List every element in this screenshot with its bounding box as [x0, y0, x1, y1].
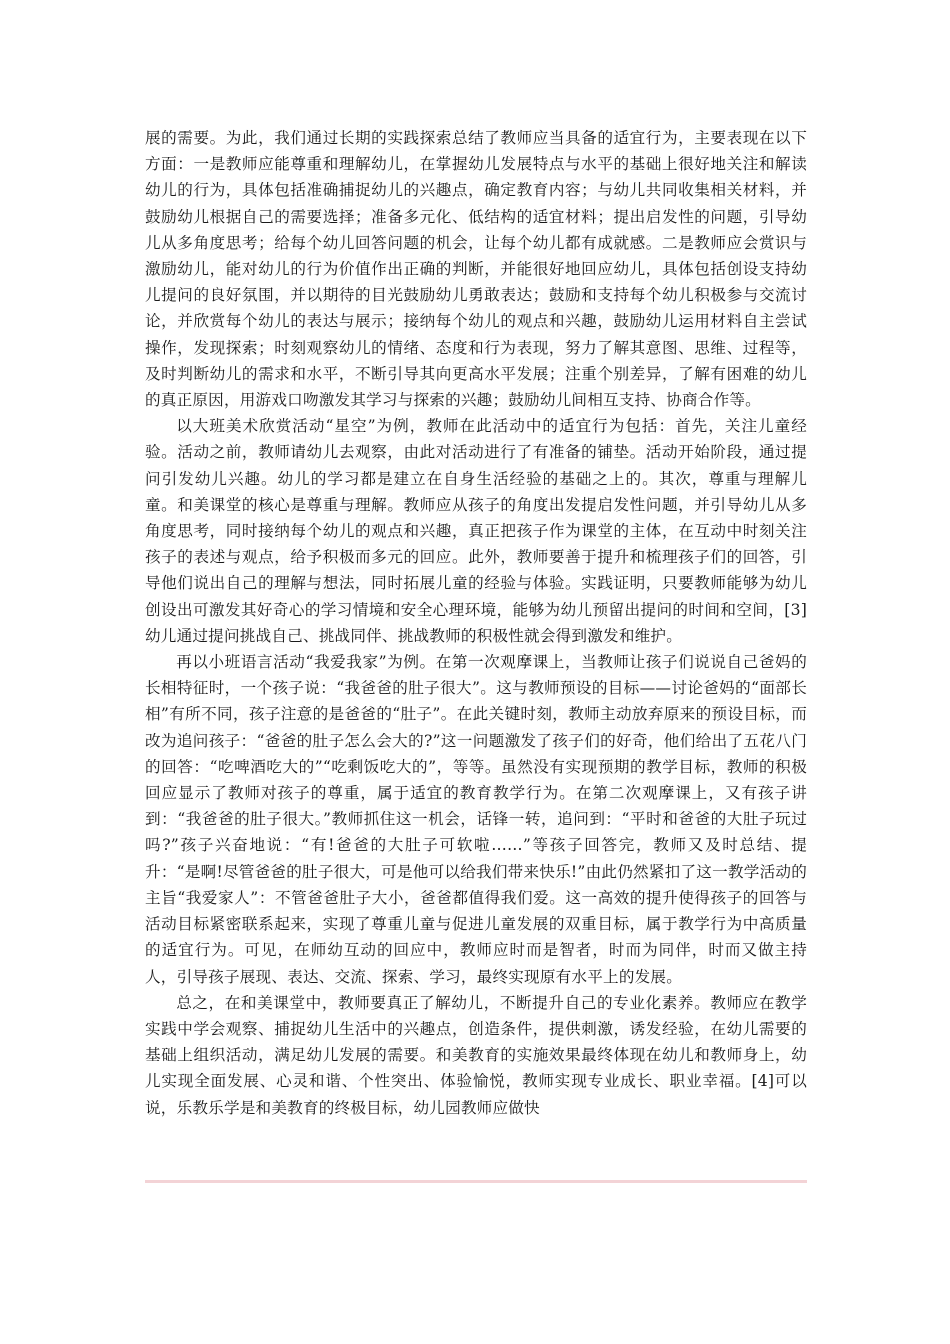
- paragraph-4: 总之，在和美课堂中，教师要真正了解幼儿，不断提升自己的专业化素养。教师应在教学实践中学会观察、捕捉幼儿生活中的兴趣点，创造条件，提供刺激，诱发经验，在幼儿需要的基础上组织活动，满足幼儿发展的需要。和美教育的实施效果最终体现在幼儿和教师身上，幼儿实现全面发展、心灵和谐、个性突出、体验愉悦，教师实现专业成长、职业幸福。[4]可以说，乐教乐学是和美教育的终极目标，幼儿园教师应做快: [145, 993, 807, 1117]
- footer-divider: [145, 1180, 807, 1183]
- paragraph-1: 展的需要。为此，我们通过长期的实践探索总结了教师应当具备的适宜行为，主要表现在以下方面：一是教师应能尊重和理解幼儿，在掌握幼儿发展特点与水平的基础上很好地关注和解读幼儿的行为，具体包括准确捕捉幼儿的兴趣点，确定教育内容；与幼儿共同收集相关材料，并鼓励幼儿根据自己的需要选择；准备多元化、低结构的适宜材料；提出启发性的问题，引导幼儿从多角度思考；给每个幼儿回答问题的机会，让每个幼儿都有成就感。二是教师应会赏识与激励幼儿，能对幼儿的行为价值作出正确的判断，并能很好地回应幼儿，具体包括创设支持幼儿提问的良好氛围，并以期待的目光鼓励幼儿勇敢表达；鼓励和支持每个幼儿积极参与交流讨论，并欣赏每个幼儿的表达与展示；接纳每个幼儿的观点和兴趣，鼓励幼儿运用材料自主尝试操作，发现探索；时刻观察幼儿的情绪、态度和行为表现，努力了解其意图、思维、过程等，及时判断幼儿的需求和水平，不断引导其向更高水平发展；注重个别差异，了解有困难的幼儿的真正原因，用游戏口吻激发其学习与探索的兴趣；鼓励幼儿间相互支持、协商合作等。: [145, 129, 807, 410]
- paragraph-3: 再以小班语言活动“我爱我家”为例。在第一次观摩课上，当教师让孩子们说说自己爸妈的长相特征时，一个孩子说：“我爸爸的肚子很大”。这与教师预设的目标——讨论爸妈的“面部长相”有所不同，孩子注意的是爸爸的“肚子”。在此关键时刻，教师主动放弃原来的预设目标，而改为追问孩子：“爸爸的肚子怎么会大的?”这一问题激发了孩子们的好奇，他们给出了五花八门的回答：“吃啤酒吃大的”“吃剩饭吃大的”，等等。虽然没有实现预期的教学目标，教师的积极回应显示了教师对孩子的尊重，属于适宜的教育教学行为。在第二次观摩课上，又有孩子讲到：“我爸爸的肚子很大。”教师抓住这一机会，话锋一转，追问到：“平时和爸爸的大肚子玩过吗?”孩子兴奋地说：“有!爸爸的大肚子可软啦……”等孩子回答完，教师又及时总结、提升：“是啊!尽管爸爸的肚子很大，可是他可以给我们带来快乐!”由此仍然紧扣了这一教学活动的主旨“我爱家人”：不管爸爸肚子大小，爸爸都值得我们爱。这一高效的提升使得孩子的回答与活动目标紧密联系起来，实现了尊重儿童与促进儿童发展的双重目标，属于教学行为中高质量的适宜行为。可见，在师幼互动的回应中，教师应时而是智者，时而为同伴，时而又做主持人，引导孩子展现、表达、交流、探索、学习，最终实现原有水平上的发展。: [145, 653, 807, 986]
- paragraph-2: 以大班美术欣赏活动“星空”为例，教师在此活动中的适宜行为包括：首先，关注儿童经验。活动之前，教师请幼儿去观察，由此对活动进行了有准备的铺垫。活动开始阶段，通过提问引发幼儿兴趣。幼儿的学习都是建立在自身生活经验的基础之上的。其次，尊重与理解儿童。和美课堂的核心是尊重与理解。教师应从孩子的角度出发提启发性问题，并引导幼儿从多角度思考，同时接纳每个幼儿的观点和兴趣，真正把孩子作为课堂的主体，在互动中时刻关注孩子的表述与观点，给予积极而多元的回应。此外，教师要善于提升和梳理孩子们的回答，引导他们说出自己的理解与想法，同时拓展儿童的经验与体验。实践证明，只要教师能够为幼儿创设出可激发其好奇心的学习情境和安全心理环境，能够为幼儿预留出提问的时间和空间，[3]幼儿通过提问挑战自己、挑战同伴、挑战教师的积极性就会得到激发和维护。: [145, 417, 807, 645]
- article-body: [145, 125, 807, 1121]
